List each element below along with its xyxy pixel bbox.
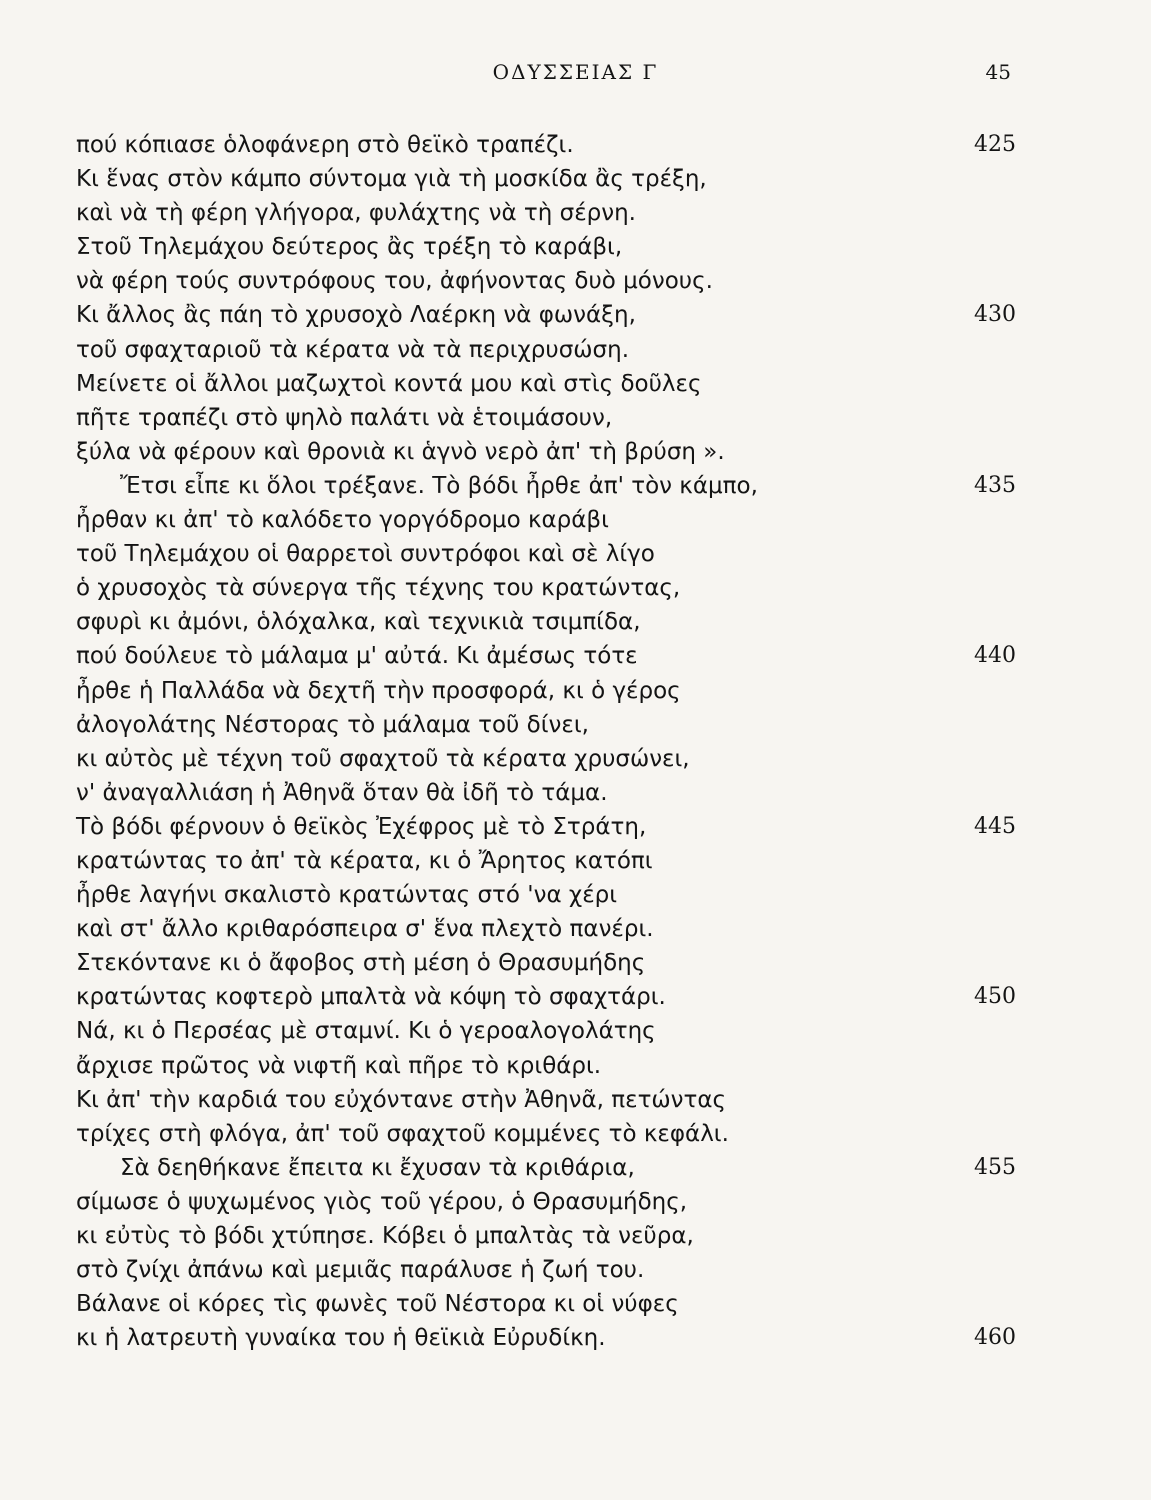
verse-text: Βάλανε οἱ κόρες τὶς φωνὲς τοῦ Νέστορα κι οἱ νύφες (76, 1291, 679, 1318)
verse-text: Στοῦ Τηλεμάχου δεύτερος ἂς τρέξη τὸ καράβι, (76, 234, 623, 261)
verse-line (76, 1219, 1016, 1253)
verse-text: Κι ἕνας στὸν κάμπο σύντομα γιὰ τὴ μοσκίδα ἂς τρέξη, (76, 166, 707, 193)
verse-line (76, 1151, 1016, 1185)
verse-line (76, 639, 1016, 673)
verse-line (76, 537, 1016, 571)
verse-line (76, 196, 1016, 230)
verse-text: Κι ἀπ' τὴν καρδιά του εὐχόντανε στὴν Ἀθηνᾶ, πετώντας (76, 1086, 727, 1113)
page-number: 45 (985, 60, 1011, 84)
verse-line (76, 946, 1016, 980)
verse-line (76, 1117, 1016, 1151)
verse-line (76, 742, 1016, 776)
verse-text: κρατώντας κοφτερὸ μπαλτὰ νὰ κόψη τὸ σφαχτάρι. (76, 984, 666, 1011)
verse-text: Κι ἄλλος ἂς πάη τὸ χρυσοχὸ Λαέρκη νὰ φωνάξη, (76, 302, 636, 329)
line-number: 455 (974, 1154, 1016, 1180)
verse-line (76, 1321, 1016, 1355)
line-number: 430 (974, 302, 1016, 328)
verse-text: πού κόπιασε ὁλοφάνερη στὸ θεϊκὸ τραπέζι. (76, 132, 574, 158)
verse-text: νὰ φέρη τούς συντρόφους του, ἀφήνοντας δυὸ μόνους. (76, 268, 713, 295)
verse-line (76, 1253, 1016, 1287)
verse-text: σίμωσε ὁ ψυχωμένος γιὸς τοῦ γέρου, ὁ Θρασυμήδης, (76, 1188, 688, 1215)
verse-line (76, 980, 1016, 1014)
verse-line (76, 605, 1016, 639)
verse-text: κρατώντας το ἀπ' τὰ κέρατα, κι ὁ Ἄρητος κατόπι (76, 847, 653, 874)
verse-line (76, 674, 1016, 708)
verse-text: καὶ στ' ἄλλο κριθαρόσπειρα σ' ἕνα πλεχτὸ πανέρι. (76, 916, 654, 943)
verse-block (76, 128, 1016, 1355)
verse-text: πού δούλευε τὸ μάλαμα μ' αὐτά. Κι ἀμέσως τότε (76, 643, 638, 670)
verse-line (76, 912, 1016, 946)
verse-text: Στεκόντανε κι ὁ ἄφοβος στὴ μέση ὁ Θρασυμήδης (76, 950, 646, 977)
verse-line (76, 1083, 1016, 1117)
verse-text: τρίχες στὴ φλόγα, ἀπ' τοῦ σφαχτοῦ κομμένες τὸ κεφάλι. (76, 1120, 729, 1147)
verse-line (76, 1185, 1016, 1219)
verse-text: στὸ ζνίχι ἀπάνω καὶ μεμιᾶς παράλυσε ἡ ζωή του. (76, 1257, 645, 1284)
line-number: 440 (974, 643, 1016, 669)
verse-line (76, 401, 1016, 435)
verse-text: ἀλογολάτης Νέστορας τὸ μάλαμα τοῦ δίνει, (76, 711, 589, 738)
verse-line (76, 1014, 1016, 1048)
verse-line (76, 162, 1016, 196)
line-number: 435 (974, 472, 1016, 498)
running-head (0, 60, 1151, 90)
verse-line (76, 469, 1016, 503)
verse-text: ἄρχισε πρῶτος νὰ νιφτῆ καὶ πῆρε τὸ κριθάρι. (76, 1052, 602, 1079)
running-title: ΟΔΥΣΣΕΙΑΣ Γ (492, 60, 659, 84)
verse-text: Νά, κι ὁ Περσέας μὲ σταμνί. Κι ὁ γεροαλογολάτης (76, 1018, 656, 1045)
verse-text: Ἔτσι εἶπε κι ὅλοι τρέξανε. Τὸ βόδι ἦρθε ἀπ' τὸν κάμπο, (120, 472, 758, 499)
verse-text: ἦρθαν κι ἀπ' τὸ καλόδετο γοργόδρομο καράβι (76, 507, 609, 534)
verse-line (76, 333, 1016, 367)
verse-text: κι ἡ λατρευτὴ γυναίκα του ἡ θεϊκιὰ Εὐρυδίκη. (76, 1325, 606, 1352)
verse-line (76, 503, 1016, 537)
verse-text: σφυρὶ κι ἀμόνι, ὁλόχαλκα, καὶ τεχνικιὰ τσιμπίδα, (76, 609, 641, 636)
verse-text: καὶ νὰ τὴ φέρη γλήγορα, φυλάχτης νὰ τὴ σέρνη. (76, 200, 636, 227)
verse-text: Σὰ δεηθήκανε ἔπειτα κι ἔχυσαν τὰ κριθάρια, (120, 1154, 635, 1181)
verse-text: κι αὐτὸς μὲ τέχνη τοῦ σφαχτοῦ τὰ κέρατα χρυσώνει, (76, 745, 690, 772)
verse-line (76, 128, 1016, 162)
verse-line (76, 878, 1016, 912)
verse-line (76, 708, 1016, 742)
verse-line (76, 367, 1016, 401)
verse-line (76, 810, 1016, 844)
verse-line (76, 264, 1016, 298)
verse-text: ξύλα νὰ φέρουν καὶ θρονιὰ κι ἁγνὸ νερὸ ἀπ' τὴ βρύση ». (76, 438, 725, 465)
verse-text: Μείνετε οἱ ἄλλοι μαζωχτοὶ κοντά μου καὶ στὶς δοῦλες (76, 370, 702, 397)
verse-text: ὁ χρυσοχὸς τὰ σύνεργα τῆς τέχνης του κρατώντας, (76, 575, 681, 602)
verse-text: κι εὐτὺς τὸ βόδι χτύπησε. Κόβει ὁ μπαλτὰς τὰ νεῦρα, (76, 1223, 694, 1249)
verse-line (76, 776, 1016, 810)
line-number: 445 (974, 813, 1016, 839)
verse-line (76, 571, 1016, 605)
verse-text: τοῦ σφαχταριοῦ τὰ κέρατα νὰ τὰ περιχρυσώση. (76, 336, 629, 363)
verse-text: πῆτε τραπέζι στὸ ψηλὸ παλάτι νὰ ἑτοιμάσουν, (76, 404, 613, 431)
verse-text: ν' ἀναγαλλιάση ἡ Ἀθηνᾶ ὅταν θὰ ἰδῆ τὸ τάμα. (76, 779, 608, 806)
verse-text: ἦρθε λαγήνι σκαλιστὸ κρατώντας στό 'να χέρι (76, 882, 618, 909)
verse-line (76, 1049, 1016, 1083)
line-number: 460 (974, 1325, 1016, 1351)
verse-text: ἦρθε ἡ Παλλάδα νὰ δεχτῆ τὴν προσφορά, κι ὁ γέρος (76, 677, 681, 704)
line-number: 450 (974, 984, 1016, 1010)
verse-line (76, 435, 1016, 469)
verse-text: Τὸ βόδι φέρνουν ὁ θεϊκὸς Ἐχέφρος μὲ τὸ Στράτη, (76, 813, 647, 840)
verse-text: τοῦ Τηλεμάχου οἱ θαρρετοὶ συντρόφοι καὶ σὲ λίγο (76, 541, 655, 568)
verse-line (76, 1287, 1016, 1321)
verse-line (76, 230, 1016, 264)
verse-line (76, 298, 1016, 332)
line-number: 425 (974, 132, 1016, 157)
verse-line (76, 844, 1016, 878)
